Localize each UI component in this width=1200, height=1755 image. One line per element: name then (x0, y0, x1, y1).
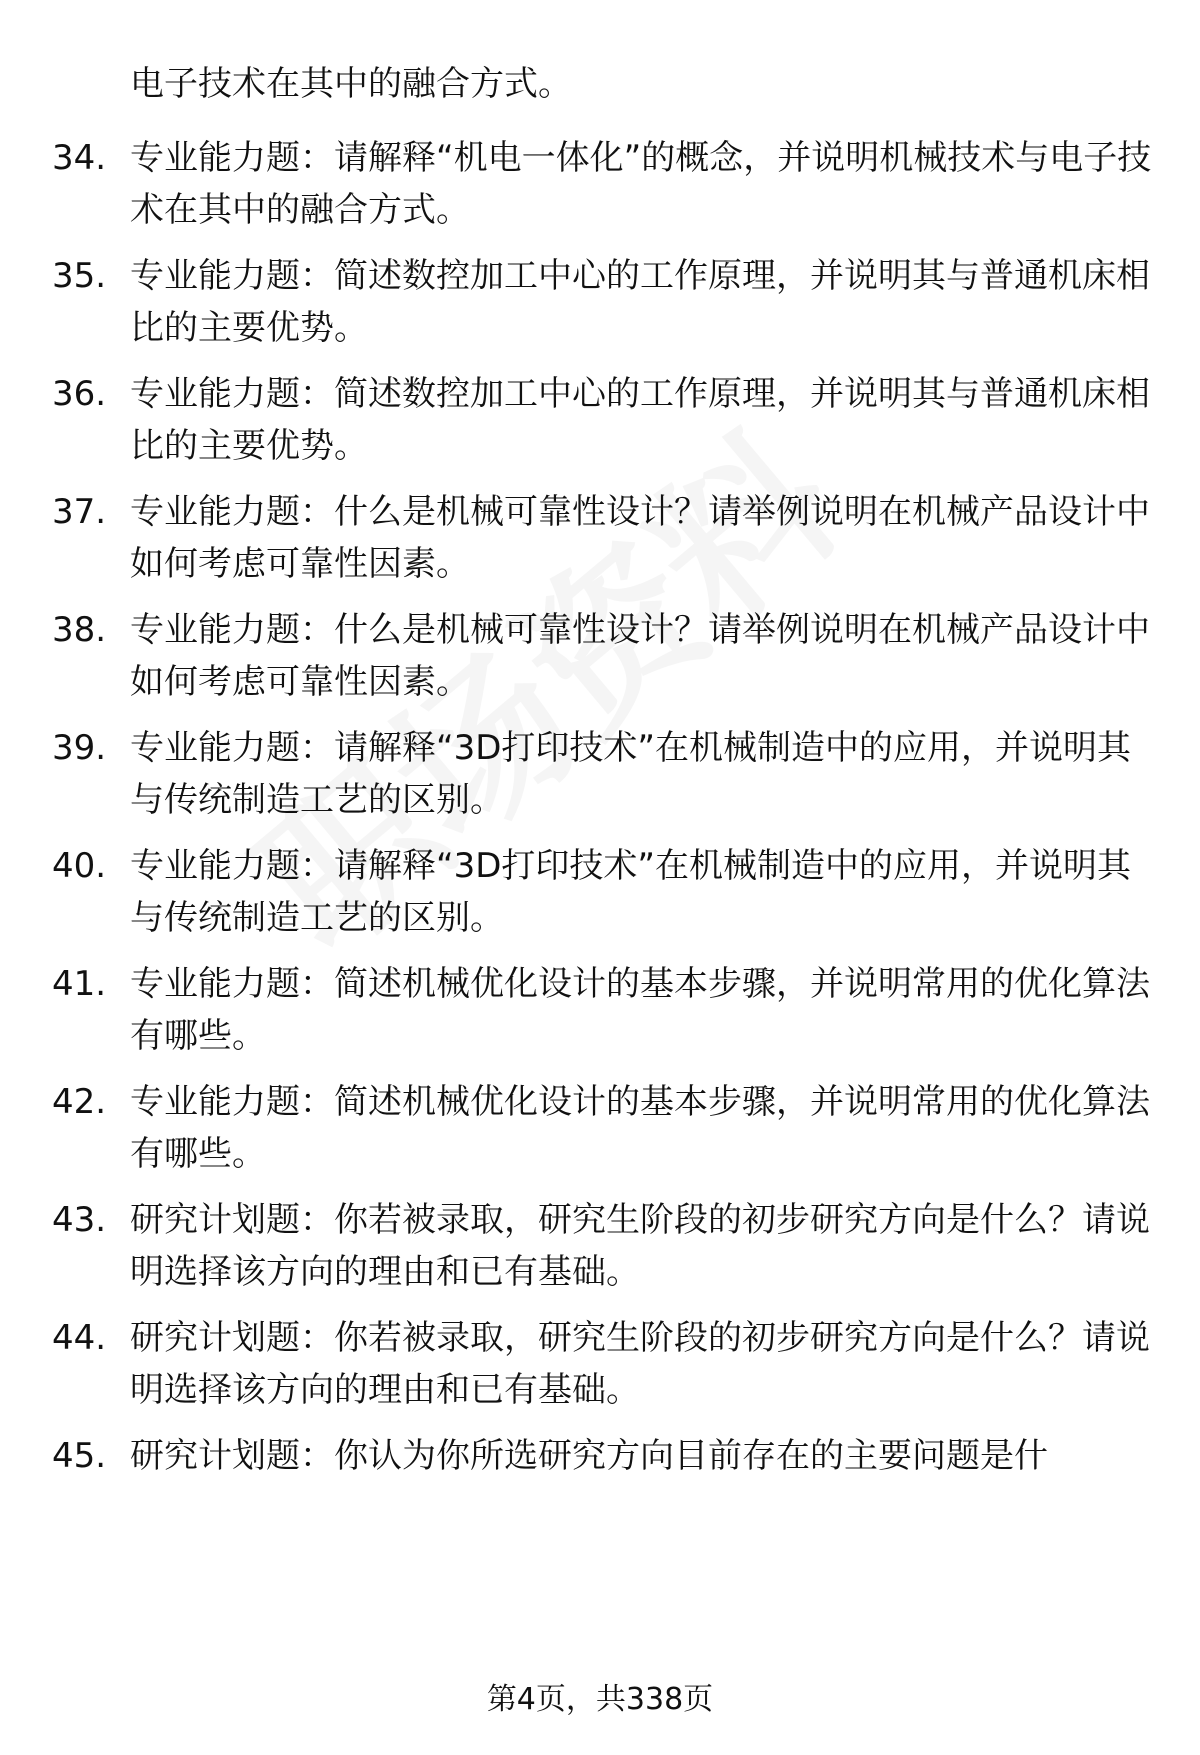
question-text: 专业能力题：请解释“机电一体化”的概念，并说明机械技术与电子技术在其中的融合方式。 (130, 138, 1152, 230)
question-text: 专业能力题：请解释“3D打印技术”在机械制造中的应用，并说明其与传统制造工艺的区别。 (130, 846, 1132, 938)
question-number: 43. (52, 1200, 107, 1240)
question-number: 36. (52, 374, 107, 414)
question-number: 39. (52, 728, 107, 768)
question-text: 专业能力题：简述机械优化设计的基本步骤，并说明常用的优化算法有哪些。 (130, 964, 1150, 1056)
question-number: 40. (52, 846, 107, 886)
question-text: 专业能力题：什么是机械可靠性设计？请举例说明在机械产品设计中如何考虑可靠性因素。 (130, 610, 1150, 702)
page-footer: 第4页，共338页 (486, 1682, 714, 1717)
question-text: 专业能力题：简述数控加工中心的工作原理，并说明其与普通机床相比的主要优势。 (130, 374, 1150, 466)
question-number: 41. (52, 964, 107, 1004)
question-number: 34. (52, 138, 107, 178)
question-number: 35. (52, 256, 107, 296)
question-text: 研究计划题：你认为你所选研究方向目前存在的主要问题是什 (130, 1436, 1048, 1476)
question-number: 45. (52, 1436, 107, 1476)
question-text: 专业能力题：什么是机械可靠性设计？请举例说明在机械产品设计中如何考虑可靠性因素。 (130, 492, 1150, 584)
question-number: 37. (52, 492, 107, 532)
question-text: 研究计划题：你若被录取，研究生阶段的初步研究方向是什么？请说明选择该方向的理由和已有基础。 (130, 1200, 1150, 1292)
question-text: 专业能力题：简述数控加工中心的工作原理，并说明其与普通机床相比的主要优势。 (130, 256, 1150, 348)
question-number: 38. (52, 610, 107, 650)
continuation-text: 电子技术在其中的融合方式。 (130, 64, 572, 104)
question-text: 专业能力题：简述机械优化设计的基本步骤，并说明常用的优化算法有哪些。 (130, 1082, 1150, 1174)
question-text: 专业能力题：请解释“3D打印技术”在机械制造中的应用，并说明其与传统制造工艺的区别。 (130, 728, 1132, 820)
question-text: 研究计划题：你若被录取，研究生阶段的初步研究方向是什么？请说明选择该方向的理由和已有基础。 (130, 1318, 1150, 1410)
question-number: 44. (52, 1318, 107, 1358)
question-number: 42. (52, 1082, 107, 1122)
